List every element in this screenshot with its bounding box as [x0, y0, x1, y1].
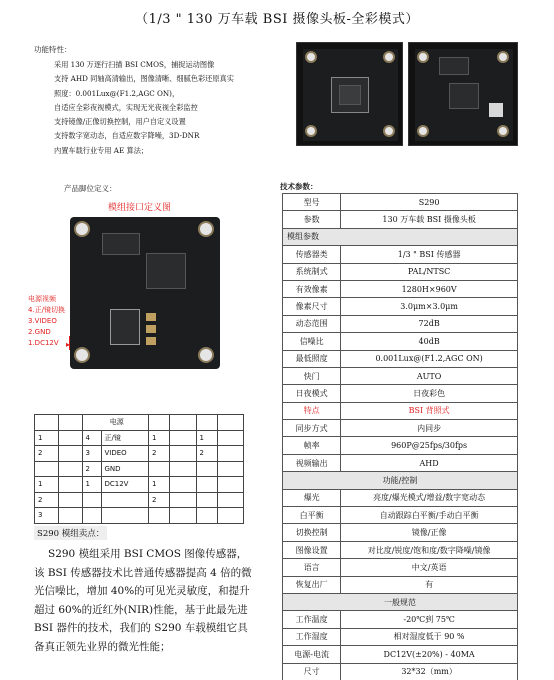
table-cell: 相对湿度低于 90 % [341, 628, 518, 645]
table-cell: 有效像素 [283, 280, 341, 297]
table-cell: DC12V [101, 477, 149, 493]
table-row [283, 437, 518, 454]
table-cell: DC12V(±20%) - 40MA [341, 646, 518, 663]
table-row [283, 628, 518, 645]
table-cell: 1 [149, 477, 170, 493]
table-row [283, 454, 518, 471]
pin-label: 电源视频 [28, 295, 56, 303]
table-cell: 切换控制 [283, 524, 341, 541]
table-cell [196, 477, 217, 493]
table-cell [170, 508, 196, 524]
table-cell [101, 492, 149, 508]
table-cell: 2 [35, 492, 59, 508]
table-cell: 2 [35, 446, 59, 462]
table-cell: 中文/英语 [341, 559, 518, 576]
feature-item: 采用 130 万逐行扫描 BSI CMOS，捕捉运动图像 [54, 60, 215, 69]
table-cell [170, 477, 196, 493]
spec-key: 型号 [283, 194, 341, 211]
board-photo-back [408, 42, 518, 146]
tech-label: 技术参数： [280, 182, 318, 191]
table-cell [149, 461, 170, 477]
pin-table-header: 电源 [82, 415, 149, 431]
table-cell: GND [101, 461, 149, 477]
table-cell: 1 [82, 477, 101, 493]
table-row [35, 477, 244, 493]
spec-value: S290 [341, 194, 518, 211]
table-row [283, 385, 518, 402]
table-cell [217, 430, 243, 446]
table-cell [82, 508, 101, 524]
table-row [35, 508, 244, 524]
table-cell: 恢复出厂 [283, 576, 341, 593]
table-cell: 3 [82, 446, 101, 462]
table-cell [196, 508, 217, 524]
table-cell: 传感器类 [283, 246, 341, 263]
table-cell: 日夜模式 [283, 385, 341, 402]
table-row [283, 489, 518, 506]
table-cell: 工作湿度 [283, 628, 341, 645]
spec-section: 模组参数 [283, 228, 518, 245]
table-cell [217, 446, 243, 462]
table-cell: 快门 [283, 367, 341, 384]
table-cell: 系统制式 [283, 263, 341, 280]
feature-item: 支持数字宽动态，自适应数字降噪，3D-DNR [54, 131, 200, 141]
table-cell: 32*32（mm） [341, 663, 518, 680]
table-cell [82, 492, 101, 508]
table-cell [58, 415, 82, 431]
table-cell: 正/镜 [101, 430, 149, 446]
table-cell: 自动跟踪白平衡/手动白平衡 [341, 507, 518, 524]
table-cell: 镜像/正像 [341, 524, 518, 541]
table-cell [58, 430, 82, 446]
table-cell: 工作温度 [283, 611, 341, 628]
table-cell: 语言 [283, 559, 341, 576]
table-cell [217, 415, 243, 431]
spec-key: 参数 [283, 211, 341, 228]
feature-item: 内置车载行业专用 AE 算法； [54, 145, 149, 155]
table-cell: 日夜彩色 [341, 385, 518, 402]
feature-item: 照度：0.001Lux@(F1.2,AGC ON)， [54, 88, 180, 98]
table-cell [217, 477, 243, 493]
spec-section: 一般规范 [283, 593, 518, 610]
table-cell: 电源-电流 [283, 646, 341, 663]
table-row [283, 263, 518, 280]
table-cell: 960P@25fps/30fps [341, 437, 518, 454]
table-cell: VIDEO [101, 446, 149, 462]
selling-text: S290 模组采用 BSI CMOS 图像传感器，该 BSI 传感器技术比普通传感器提高 4 倍的微光信噪比，增加 40%的可见光灵敏度，和提升超过 60%的近红外(NIR)性能，基于此最先进 BSI 器件的技术，我们的 S290 车载模组它具备真正领先业界的微光性能； [34, 548, 252, 653]
selling-label: S290 模组卖点： [34, 526, 107, 540]
table-row [283, 524, 518, 541]
table-cell [196, 415, 217, 431]
table-cell: 最低照度 [283, 350, 341, 367]
table-row [283, 541, 518, 558]
table-cell [170, 492, 196, 508]
table-cell [58, 446, 82, 462]
table-cell: 像素尺寸 [283, 298, 341, 315]
table-cell: 白平衡 [283, 507, 341, 524]
pinout-board-photo [66, 213, 224, 373]
table-row [283, 333, 518, 350]
board-photo-front [296, 42, 403, 146]
table-row [283, 228, 518, 245]
table-row [283, 246, 518, 263]
pinout-heading: 模组接口定义图 [108, 203, 172, 213]
pin-label: 2.GND [28, 328, 51, 336]
pin-label: 1.DC12V [28, 339, 59, 347]
table-row [283, 298, 518, 315]
table-cell: 亮度/爆光模式/增益/数字宽动态 [341, 489, 518, 506]
table-cell [217, 508, 243, 524]
table-row [283, 280, 518, 297]
table-cell [149, 508, 170, 524]
table-cell: 帧率 [283, 437, 341, 454]
table-row [283, 420, 518, 437]
table-cell [217, 492, 243, 508]
table-cell: 信噪比 [283, 333, 341, 350]
pin-labels [28, 294, 65, 349]
feature-item: 支持镜像/正像切换控制，用户自定义设置 [54, 117, 186, 127]
features-list [54, 58, 284, 158]
table-cell [196, 492, 217, 508]
table-cell: 尺寸 [283, 663, 341, 680]
pinout-label: 产品脚位定义： [64, 184, 117, 193]
page-title: （1/3 " 130 万车载 BSI 摄像头板-全彩模式） [135, 12, 419, 27]
pin-table [34, 414, 244, 524]
table-cell: 1/3 " BSI 传感器 [341, 246, 518, 263]
table-cell: 同步方式 [283, 420, 341, 437]
table-cell [170, 430, 196, 446]
table-cell: 3 [35, 508, 59, 524]
table-cell: 视频输出 [283, 454, 341, 471]
spec-value-highlight: BSI 背照式 [341, 402, 518, 419]
table-cell: 72dB [341, 315, 518, 332]
table-row [283, 663, 518, 680]
table-cell [170, 446, 196, 462]
table-row [283, 367, 518, 384]
table-cell: 1 [35, 430, 59, 446]
table-cell [170, 461, 196, 477]
table-cell [101, 508, 149, 524]
table-cell: 有 [341, 576, 518, 593]
table-cell: 1 [149, 430, 170, 446]
table-row [283, 472, 518, 489]
table-row [35, 415, 244, 431]
spec-table [282, 193, 518, 680]
feature-item: 自适应全彩夜视模式，实现无光夜视全彩监控 [54, 102, 198, 112]
table-cell: 2 [82, 461, 101, 477]
table-cell: PAL/NTSC [341, 263, 518, 280]
table-cell: 4 [82, 430, 101, 446]
feature-item: 支持 AHD 同轴高清输出，图像清晰、细腻色彩还原真实 [54, 74, 234, 84]
arrow-icon: ▸ [66, 340, 71, 349]
table-cell: AUTO [341, 367, 518, 384]
table-cell: 爆光 [283, 489, 341, 506]
table-row [35, 461, 244, 477]
table-row [283, 507, 518, 524]
table-row [35, 492, 244, 508]
table-cell: 3.0μm×3.0μm [341, 298, 518, 315]
table-row [283, 315, 518, 332]
table-cell: 2 [149, 446, 170, 462]
table-cell [35, 415, 59, 431]
table-row [283, 593, 518, 610]
table-row [283, 194, 518, 211]
table-cell: 2 [196, 446, 217, 462]
table-row [35, 430, 244, 446]
table-cell: 0.001Lux@(F1.2,AGC ON) [341, 350, 518, 367]
table-row [283, 576, 518, 593]
table-cell [58, 461, 82, 477]
table-row [283, 402, 518, 419]
table-cell: 1 [35, 477, 59, 493]
table-cell: 图像设置 [283, 541, 341, 558]
table-row [283, 611, 518, 628]
table-cell: 对比度/锐度/饱和度/数字降噪/镜像 [341, 541, 518, 558]
table-row [283, 646, 518, 663]
table-cell [217, 461, 243, 477]
table-cell [170, 415, 196, 431]
table-cell: 2 [149, 492, 170, 508]
features-label: 功能特性： [34, 45, 72, 54]
table-cell [35, 461, 59, 477]
spec-value: 130 万车载 BSI 摄像头板 [341, 211, 518, 228]
pin-label: 4.正/镜切换 [28, 306, 66, 314]
table-row [283, 559, 518, 576]
table-cell [58, 492, 82, 508]
table-row [35, 446, 244, 462]
table-cell: 40dB [341, 333, 518, 350]
table-cell: 1280H×960V [341, 280, 518, 297]
table-row [283, 350, 518, 367]
spec-section: 功能/控制 [283, 472, 518, 489]
table-row [283, 211, 518, 228]
table-cell: 内同步 [341, 420, 518, 437]
table-cell [149, 415, 170, 431]
table-cell [196, 461, 217, 477]
table-cell [58, 508, 82, 524]
spec-key-highlight: 特点 [283, 402, 341, 419]
table-cell: AHD [341, 454, 518, 471]
table-cell: 动态范围 [283, 315, 341, 332]
table-cell: 1 [196, 430, 217, 446]
table-cell: -20℃到 75℃ [341, 611, 518, 628]
pin-label: 3.VIDEO [28, 317, 57, 325]
table-cell [58, 477, 82, 493]
